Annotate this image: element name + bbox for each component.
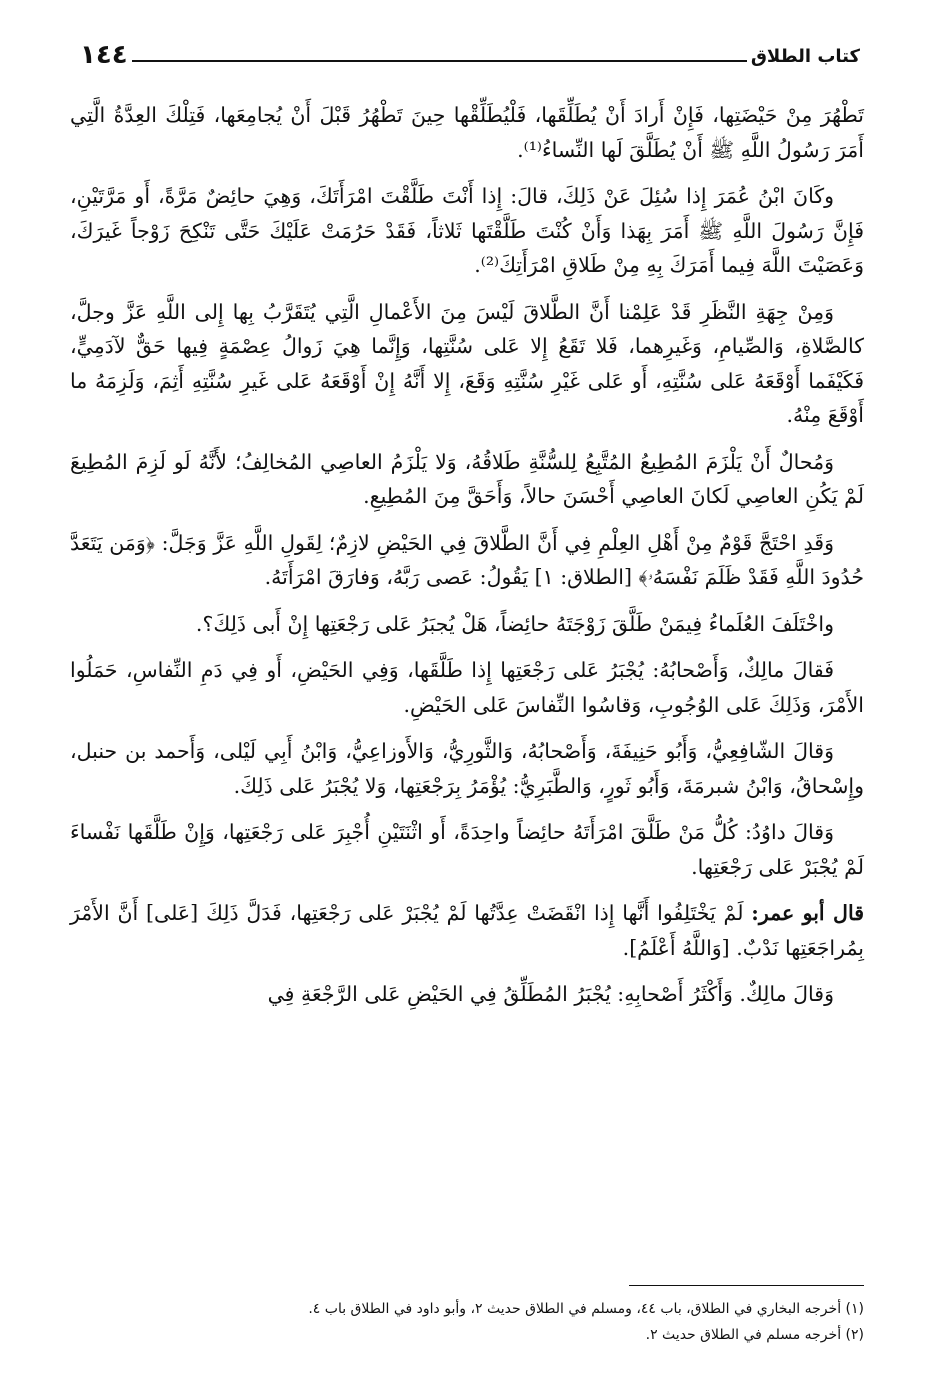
abu-umar-text: لَمْ يَخْتَلِفُوا أَنَّها إِذا انْقَضَتْ عِدَّتُها لَمْ يُجْبَرْ عَلى رَجْعَتِها، فَدَلَّ ذَلِكَ [عَلى] أَنَّ الأَمْرَ بِمُراجَعَتِها نَدْبٌ. [وَاللَّهُ أَعْلَمُ]. [70, 901, 864, 960]
paragraph-2: وكَانَ ابْنُ عُمَرَ إِذا سُئِلَ عَنْ ذَلِكَ، قالَ: إِذا أَنْتَ طَلَّقْتَ امْرَأَتَكَ، وَهِيَ حائِضٌ مَرَّةً، أَو مَرَّتَيْنِ، فَإِنَّ رَسُولَ اللَّهِ ﷺ أَمَرَ بِهَذا وَأَنْ كُنْتَ طَلَّقْتَها ثَلاثاً، فَقَدْ حَرُمَتْ عَلَيْكَ حَتَّى تَنْكِحَ زَوْجاً غَيرَكَ، وَعَصَيْتَ اللَّهَ فِيما أَمَرَكَ بِهِ مِنْ طَلاقِ امْرَأَتِكَ⁽²⁾. [70, 184, 864, 277]
footnote-rule [629, 1285, 864, 1286]
page-header [70, 28, 864, 68]
paragraph-abu-umar [70, 896, 864, 965]
paragraph-6: واخْتَلَفَ العُلَماءُ فِيمَنْ طَلَّقَ زَوْجَتَهُ حائِضاً، هَلْ يُجبَرُ عَلى رَجْعَتِها إِنْ أَبى ذَلِكَ؟. [195, 611, 834, 636]
body-text [70, 98, 864, 1012]
book-page [70, 28, 864, 1348]
paragraph-last: وَقالَ مالِكٌ. وَأَكْثَرُ أَصْحابِهِ: يُجْبَرُ المُطَلِّقُ فِي الحَيْضِ عَلى الرَّجْعَةِ فِي [267, 982, 834, 1006]
paragraph-1: تَطْهُرَ مِنْ حَيْضَتِها، فَإِنْ أَرادَ أَنْ يُطَلِّقَها، فَلْيُطَلِّقْها حِينَ تَطْهُرُ قَبْلَ أَنْ يُجامِعَها، فَتِلْكَ العِدَّةُ الَّتِي أَمَرَ رَسُولُ اللَّهِ ﷺ أَنْ يُطَلَّقَ لَها النِّساءُ⁽¹⁾. [70, 103, 864, 162]
header-rule [132, 60, 747, 62]
paragraph-9: وَقالَ داوُدُ: كُلُّ مَنْ طَلَّقَ امْرَأَتَهُ حائِضاً واحِدَةً، أَو اثْنَتَيْنِ أُجْبِرَ عَلى رَجْعَتِها، وَإِنْ طَلَّقَها نَفْساءَ لَمْ يُجْبَرْ عَلى رَجْعَتِها. [70, 820, 864, 879]
running-title: كتاب الطلاق [750, 46, 860, 67]
abu-umar-lead: قال أبو عمر: [751, 901, 864, 925]
page-number: ١٤٤ [80, 40, 128, 70]
paragraph-5: وَقَدِ احْتَجَّ قَوْمٌ مِنْ أَهْلِ العِلْمِ فِي أَنَّ الطَّلاقَ فِي الحَيْضِ لازِمٌ؛ لِقَولِ اللَّهِ عَزَّ وَجَلَّ: ﴿وَمَن يَتَعَدَّ حُدُودَ اللَّهِ فَقَدْ ظَلَمَ نَفْسَهُۥ﴾ [الطلاق: ١] يَقُولُ: عَصى رَبَّهُ، وَفارَقَ امْرَأَتَهُ. [70, 530, 864, 589]
paragraph-7: فَقالَ مالِكٌ، وَأَصْحابُهُ: يُجْبَرُ عَلى رَجْعَتِها إِذا طَلَّقَها، وَفِي الحَيْضِ، أَو فِي دَمِ النِّفاسِ، حَمَلُوا الأَمْرَ، وَذَلِكَ عَلى الوُجُوبِ، وَقاسُوا النِّفاسَ عَلى الحَيْضِ. [70, 658, 864, 717]
paragraph-3: وَمِنْ جِهَةِ النَّظَرِ قَدْ عَلِمْنا أَنَّ الطَّلاقَ لَيْسَ مِنَ الأَعْمالِ الَّتِي يُتَقَرَّبُ بِها إِلى اللَّهِ عَزَّ وجلَّ، كالصَّلاةِ، وَالصِّيامِ، وَغَيرِهما، فَلا تَقَعُ إِلا عَلى سُنَّتِها، وَإِنَّما هِيَ زَوالُ عِصْمَةٍ فِيها حَقٌّ لآدَمِيٍّ، فَكَيْفَما أَوْقَعَهُ عَلى سُنَّتِهِ، أَو عَلى غَيْرِ سُنَّتِهِ وَقَعَ، إِلا أَنَّهُ إِنْ أَوْقَعَهُ عَلى غَيرِ سُنَّتِهِ أَثِمَ، وَلَزِمَهُ ما أَوْقَعَ مِنْهُ. [70, 299, 864, 427]
paragraph-4: وَمُحالٌ أَنْ يَلْزَمَ المُطِيعُ المُتَّبِعُ لِلسُّنَّةِ طَلاقُهُ، وَلا يَلْزَمُ العاصِي المُخالِفُ؛ لأَنَّهُ لَو لَزِمَ المُطِيعَ لَمْ يَكُنِ العاصِي لَكانَ العاصِي أَحْسَنَ حالاً، وَأَحَقَّ مِنَ المُطِيعِ. [70, 449, 864, 508]
footnote-1: (١) أخرجه البخاري في الطلاق، باب ٤٤، ومسلم في الطلاق حديث ٢، وأبو داود في الطلاق باب ٤. [308, 1301, 864, 1317]
footnotes [70, 1285, 864, 1348]
paragraph-8: وَقالَ الشّافِعِيُّ، وَأَبُو حَنِيفَةَ، وَأَصْحابُهُ، وَالثَّورِيُّ، وَالأَوزاعِيُّ، وَابْنُ أَبِي لَيْلى، وَأَحمد بن حنبل، وإِسْحاقُ، وَابْنُ شبرمَةَ، وَأَبُو ثَورٍ، وَالطَّبَرِيُّ: يُؤْمَرُ بِرَجْعَتِها، وَلا يُجْبَرُ عَلى ذَلِكَ. [70, 739, 864, 798]
footnote-2: (٢) أخرجه مسلم في الطلاق حديث ٢. [645, 1327, 864, 1343]
